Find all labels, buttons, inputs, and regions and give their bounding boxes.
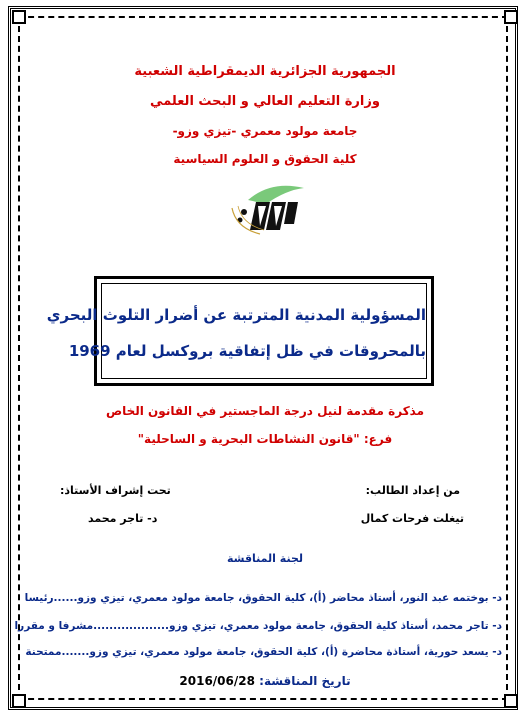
supervisor-label: تحت إشراف الأستاذ: [60,484,171,497]
committee-member-1: د- بوختمه عبد النور، أستاذ محاضر (أ)، كلية الحقوق، جامعة مولود معمري، تيزي وزو......رئيسا [24,592,502,604]
committee-heading: لجنة المناقشة [226,552,303,565]
ministry-name: وزارة التعليم العالي و البحث العلمي [150,94,380,109]
border-corner [12,694,26,708]
thesis-title-box [46,276,434,386]
defense-date [30,674,500,688]
thesis-title-line1: المسؤولية المدنية المترتبة عن أضرار التلوث البحري [46,306,426,324]
committee-member-2: د- تاجر محمد، أستاذ كلية الحقوق، جامعة مولود معمري، تيزي وزو...................مشرفا و مقررا [14,620,502,632]
committee-member-3: د- يسعد حورية، أستاذة محاضرة (أ)، كلية الحقوق، جامعة مولود معمري، تيزي وزو.......ممتحنة [25,646,502,658]
branch-statement: فرع: "قانون النشاطات البحرية و الساحلية" [137,432,393,446]
border-corner [504,694,518,708]
student-name: تيغلت فرحات كمال [360,512,464,525]
border-corner [12,10,26,24]
supervisor-name: د- تاجر محمد [88,512,158,525]
memo-statement: مذكرة مقدمة لنيل درجة الماجستير في القانون الخاص [105,404,425,418]
university-logo [226,178,316,238]
thesis-title-line2: بالمحروقات في ظل إتفاقية بروكسل لعام 1969 [68,342,426,360]
university-name: جامعة مولود معمري -تيزي وزو- [172,124,358,138]
defense-date-label: تاريخ المناقشة: [259,674,351,688]
defense-date-value: 2016/06/28 [179,674,255,688]
republic-name: الجمهورية الجزائرية الديمقراطية الشعبية [134,64,396,79]
student-label: من إعداد الطالب: [365,484,460,497]
border-corner [504,10,518,24]
faculty-name: كلية الحقوق و العلوم السياسية [173,152,357,166]
